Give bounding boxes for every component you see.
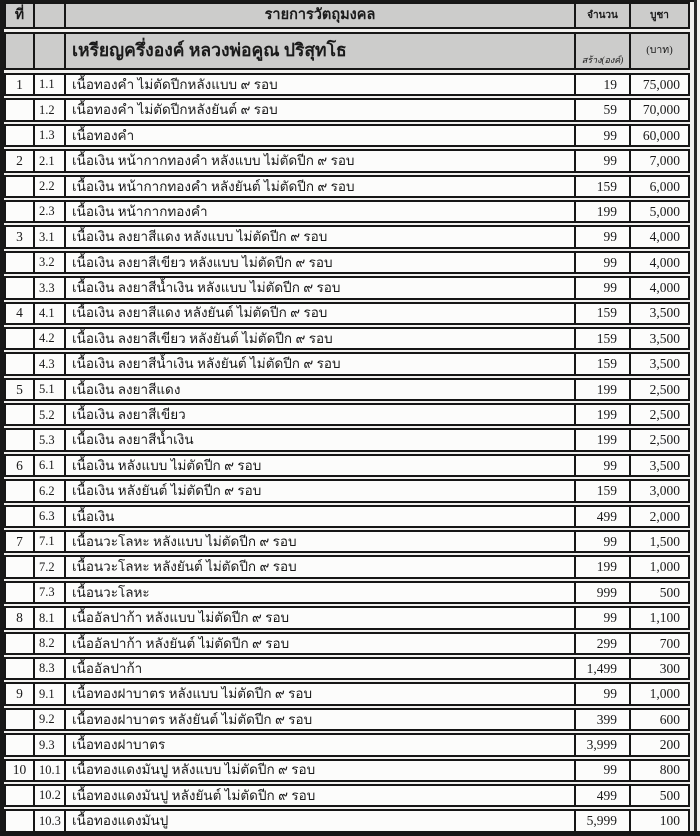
row-item-number: 8.3 — [35, 659, 66, 678]
row-group-number — [6, 329, 35, 348]
row-item-name: เนื้อทองคำ — [66, 126, 576, 145]
series-no-cell — [6, 34, 35, 68]
row-item-number: 7.2 — [35, 557, 66, 576]
table-row — [4, 505, 690, 528]
row-price: 500 — [659, 787, 680, 803]
row-item-number: 1.2 — [35, 100, 66, 119]
row-price: 1,500 — [649, 533, 680, 549]
table-row — [4, 124, 690, 147]
row-item-number: 8.2 — [35, 634, 66, 653]
row-group-number: 10 — [6, 761, 35, 780]
row-quantity: 99 — [576, 684, 631, 703]
table-row — [4, 73, 690, 96]
row-item-name: เนื้อเงิน ลงยาสีน้ำเงิน หลังแบบ ไม่ตัดปีก ๙ รอบ — [66, 278, 576, 297]
row-quantity: 199 — [576, 380, 631, 399]
header-qty-cell: จำนวน — [576, 4, 631, 27]
row-item-number: 2.2 — [35, 177, 66, 196]
row-item-number: 6.1 — [35, 456, 66, 475]
row-price: 4,000 — [649, 229, 680, 245]
header-no-cell: ที่ — [6, 4, 35, 27]
table-body — [4, 73, 690, 833]
row-item-number: 6.3 — [35, 507, 66, 526]
row-price: 3,500 — [649, 330, 680, 346]
row-item-name: เนื้ออัลปาก้า หลังแบบ ไม่ตัดปีก ๙ รอบ — [66, 608, 576, 627]
row-group-number: 4 — [6, 304, 35, 323]
row-price: 3,500 — [649, 305, 680, 321]
row-group-number: 9 — [6, 684, 35, 703]
table-row — [4, 352, 690, 375]
row-quantity: 99 — [576, 456, 631, 475]
row-item-number: 2.3 — [35, 202, 66, 221]
row-item-number: 3.1 — [35, 227, 66, 246]
row-item-name: เนื้ออัลปาก้า หลังยันต์ ไม่ตัดปีก ๙ รอบ — [66, 634, 576, 653]
row-item-number: 10.3 — [35, 811, 66, 830]
table-row — [4, 428, 690, 451]
row-group-number — [6, 202, 35, 221]
row-item-name: เนื้อเงิน หลังยันต์ ไม่ตัดปีก ๙ รอบ — [66, 481, 576, 500]
row-price: 4,000 — [649, 254, 680, 270]
row-group-number: 3 — [6, 227, 35, 246]
row-price: 3,500 — [649, 457, 680, 473]
table-row — [4, 149, 690, 172]
row-group-number — [6, 354, 35, 373]
scan-bottom-border — [0, 831, 700, 836]
table-row — [4, 784, 690, 807]
row-price: 1,000 — [649, 686, 680, 702]
row-item-name: เนื้อเงิน หลังแบบ ไม่ตัดปีก ๙ รอบ — [66, 456, 576, 475]
table-row — [4, 581, 690, 604]
header-items-cell: รายการวัตถุมงคล — [66, 4, 576, 27]
row-group-number — [6, 481, 35, 500]
scan-right-border — [694, 0, 697, 836]
table-row — [4, 606, 690, 629]
row-group-number — [6, 710, 35, 729]
row-item-number: 9.1 — [35, 684, 66, 703]
series-title-row — [4, 32, 690, 70]
row-item-number: 2.1 — [35, 151, 66, 170]
row-price: 1,100 — [649, 610, 680, 626]
row-item-number: 9.2 — [35, 710, 66, 729]
row-group-number — [6, 507, 35, 526]
row-group-number — [6, 405, 35, 424]
row-price: 4,000 — [649, 280, 680, 296]
row-quantity: 159 — [576, 304, 631, 323]
row-price: 800 — [659, 762, 680, 778]
row-price: 200 — [659, 737, 680, 753]
row-price: 3,000 — [649, 483, 680, 499]
row-quantity: 99 — [576, 608, 631, 627]
scan-left-border — [0, 0, 4, 836]
row-item-name: เนื้อทองคำ ไม่ตัดปีกหลังยันต์ ๙ รอบ — [66, 100, 576, 119]
row-price: 700 — [659, 635, 680, 651]
row-group-number: 6 — [6, 456, 35, 475]
series-sub-cell — [35, 34, 66, 68]
row-item-name: เนื้อเงิน หน้ากากทองคำ — [66, 202, 576, 221]
row-item-name: เนื้อเงิน ลงยาสีน้ำเงิน หลังยันต์ ไม่ตัดปีก ๙ รอบ — [66, 354, 576, 373]
row-price: 3,500 — [649, 356, 680, 372]
row-price: 2,500 — [649, 432, 680, 448]
row-quantity: 1,499 — [576, 659, 631, 678]
row-quantity: 159 — [576, 177, 631, 196]
row-quantity: 159 — [576, 329, 631, 348]
row-quantity: 19 — [576, 75, 631, 94]
row-quantity: 199 — [576, 557, 631, 576]
row-group-number — [6, 786, 35, 805]
table-row — [4, 175, 690, 198]
scan-top-border — [0, 0, 694, 2]
row-item-number: 7.1 — [35, 532, 66, 551]
row-group-number: 5 — [6, 380, 35, 399]
row-group-number — [6, 583, 35, 602]
table-row — [4, 708, 690, 731]
row-item-name: เนื้อเงิน ลงยาสีแดง หลังยันต์ ไม่ตัดปีก ๙ รอบ — [66, 304, 576, 323]
row-item-name: เนื้อทองฝาบาตร หลังยันต์ ไม่ตัดปีก ๙ รอบ — [66, 710, 576, 729]
row-item-name: เนื้อเงิน ลงยาสีน้ำเงิน — [66, 430, 576, 449]
row-item-name: เนื้อทองแดงมันปู หลังยันต์ ไม่ตัดปีก ๙ รอบ — [66, 786, 576, 805]
row-item-number: 3.3 — [35, 278, 66, 297]
row-group-number — [6, 811, 35, 830]
row-item-number: 5.3 — [35, 430, 66, 449]
amulet-price-table — [4, 2, 690, 835]
table-row — [4, 454, 690, 477]
row-quantity: 99 — [576, 253, 631, 272]
table-row — [4, 555, 690, 578]
row-quantity: 99 — [576, 761, 631, 780]
table-row — [4, 657, 690, 680]
row-quantity: 5,999 — [576, 811, 631, 830]
row-item-name: เนื้อเงิน ลงยาสีแดง หลังแบบ ไม่ตัดปีก ๙ รอบ — [66, 227, 576, 246]
table-row — [4, 759, 690, 782]
table-row — [4, 225, 690, 248]
row-item-name: เนื้อทองแดงมันปู — [66, 811, 576, 830]
table-row — [4, 809, 690, 832]
row-quantity: 199 — [576, 430, 631, 449]
row-price: 100 — [659, 813, 680, 829]
row-item-number: 10.1 — [35, 761, 66, 780]
row-item-name: เนื้อทองแดงมันปู หลังแบบ ไม่ตัดปีก ๙ รอบ — [66, 761, 576, 780]
row-price: 2,000 — [649, 508, 680, 524]
row-item-number: 8.1 — [35, 608, 66, 627]
table-row — [4, 632, 690, 655]
row-item-name: เนื้อเงิน ลงยาสีเขียว หลังยันต์ ไม่ตัดปีก ๙ รอบ — [66, 329, 576, 348]
row-group-number: 1 — [6, 75, 35, 94]
row-group-number — [6, 100, 35, 119]
row-item-number: 1.1 — [35, 75, 66, 94]
row-price: 7,000 — [649, 153, 680, 169]
row-quantity: 199 — [576, 405, 631, 424]
header-sub-cell — [35, 4, 66, 27]
row-item-number: 4.1 — [35, 304, 66, 323]
row-item-name: เนื้อเงิน — [66, 507, 576, 526]
row-item-number: 1.3 — [35, 126, 66, 145]
series-title: เหรียญครึ่งองค์ หลวงพ่อคูณ ปริสุทโธ — [66, 34, 576, 68]
row-item-name: เนื้อทองฝาบาตร — [66, 735, 576, 754]
row-item-number: 5.1 — [35, 380, 66, 399]
row-quantity: 99 — [576, 532, 631, 551]
row-item-number: 9.3 — [35, 735, 66, 754]
row-group-number — [6, 557, 35, 576]
row-quantity: 99 — [576, 126, 631, 145]
row-item-name: เนื้อนวะโลหะ หลังแบบ ไม่ตัดปีก ๙ รอบ — [66, 532, 576, 551]
row-group-number — [6, 659, 35, 678]
row-item-number: 4.3 — [35, 354, 66, 373]
table-row — [4, 200, 690, 223]
row-price: 600 — [659, 711, 680, 727]
table-header-row — [4, 2, 690, 29]
row-price: 300 — [659, 660, 680, 676]
row-item-number: 7.3 — [35, 583, 66, 602]
table-row — [4, 327, 690, 350]
row-quantity: 99 — [576, 278, 631, 297]
row-quantity: 199 — [576, 202, 631, 221]
row-quantity: 99 — [576, 227, 631, 246]
table-row — [4, 530, 690, 553]
header-price-cell: บูชา — [650, 9, 669, 21]
table-row — [4, 302, 690, 325]
row-group-number: 8 — [6, 608, 35, 627]
row-group-number — [6, 634, 35, 653]
row-price: 500 — [659, 584, 680, 600]
series-price-unit: (บาท) — [646, 44, 673, 56]
row-price: 60,000 — [642, 127, 680, 143]
row-item-name: เนื้อเงิน ลงยาสีแดง — [66, 380, 576, 399]
table-row — [4, 98, 690, 121]
series-qty-unit: สร้าง(องค์) — [576, 34, 631, 68]
row-item-name: เนื้อทองฝาบาตร หลังแบบ ไม่ตัดปีก ๙ รอบ — [66, 684, 576, 703]
row-group-number — [6, 253, 35, 272]
row-price: 75,000 — [642, 76, 680, 92]
row-item-number: 4.2 — [35, 329, 66, 348]
row-quantity: 59 — [576, 100, 631, 119]
row-item-number: 5.2 — [35, 405, 66, 424]
table-row — [4, 682, 690, 705]
row-group-number — [6, 126, 35, 145]
row-quantity: 99 — [576, 151, 631, 170]
row-group-number — [6, 177, 35, 196]
table-row — [4, 251, 690, 274]
row-quantity: 159 — [576, 354, 631, 373]
row-item-name: เนื้อทองคำ ไม่ตัดปีกหลังแบบ ๙ รอบ — [66, 75, 576, 94]
row-quantity: 159 — [576, 481, 631, 500]
row-group-number — [6, 735, 35, 754]
row-price: 2,500 — [649, 381, 680, 397]
row-price: 6,000 — [649, 178, 680, 194]
row-price: 70,000 — [642, 102, 680, 118]
row-group-number: 7 — [6, 532, 35, 551]
row-item-number: 10.2 — [35, 786, 66, 805]
row-quantity: 499 — [576, 786, 631, 805]
row-item-name: เนื้อนวะโลหะ — [66, 583, 576, 602]
row-price: 2,500 — [649, 407, 680, 423]
row-quantity: 999 — [576, 583, 631, 602]
table-row — [4, 378, 690, 401]
row-item-name: เนื้อนวะโลหะ หลังยันต์ ไม่ตัดปีก ๙ รอบ — [66, 557, 576, 576]
row-group-number: 2 — [6, 151, 35, 170]
table-row — [4, 403, 690, 426]
row-item-name: เนื้อเงิน ลงยาสีเขียว หลังแบบ ไม่ตัดปีก ๙ รอบ — [66, 253, 576, 272]
row-item-name: เนื้อเงิน หน้ากากทองคำ หลังแบบ ไม่ตัดปีก ๙ รอบ — [66, 151, 576, 170]
row-item-name: เนื้อเงิน หน้ากากทองคำ หลังยันต์ ไม่ตัดปีก ๙ รอบ — [66, 177, 576, 196]
row-quantity: 299 — [576, 634, 631, 653]
row-item-number: 3.2 — [35, 253, 66, 272]
row-item-name: เนื้ออัลปาก้า — [66, 659, 576, 678]
table-row — [4, 733, 690, 756]
row-item-name: เนื้อเงิน ลงยาสีเขียว — [66, 405, 576, 424]
row-quantity: 399 — [576, 710, 631, 729]
table-row — [4, 479, 690, 502]
row-group-number — [6, 278, 35, 297]
row-quantity: 499 — [576, 507, 631, 526]
row-item-number: 6.2 — [35, 481, 66, 500]
row-price: 5,000 — [649, 203, 680, 219]
row-quantity: 3,999 — [576, 735, 631, 754]
row-price: 1,000 — [649, 559, 680, 575]
row-group-number — [6, 430, 35, 449]
table-row — [4, 276, 690, 299]
